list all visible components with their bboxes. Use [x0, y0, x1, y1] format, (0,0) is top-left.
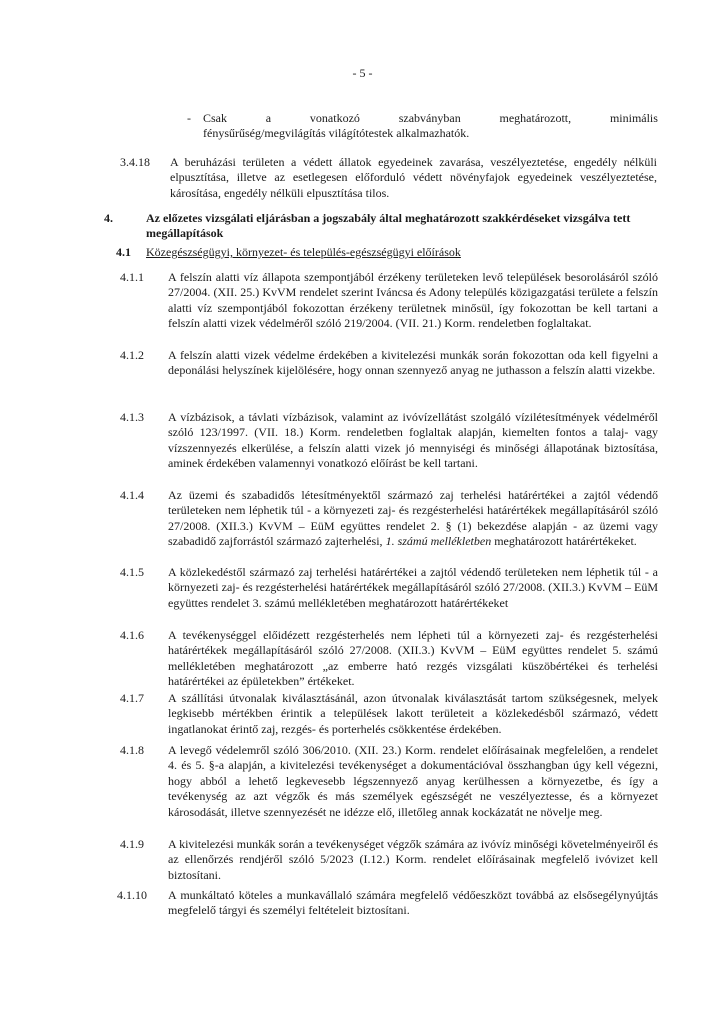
section-number: 4.	[104, 211, 113, 225]
item-number: 4.1.6	[120, 628, 144, 642]
item-number: 4.1.3	[120, 410, 144, 424]
item-text-italic: 1. számú mellékletben	[385, 534, 492, 549]
item-text: A szállítási útvonalak kiválasztásánál, azon útvonalak kiválasztását tartom szükségesnek, melyek legkisebb mértékben érintik a települések lakott területeit a közlekedésből származó, védett ingatlanokat érintő zaj, rezgés- és porterhelés csökkentése érdekében.	[168, 691, 658, 736]
item-number: 3.4.18	[120, 155, 150, 169]
subsection-title: Közegészségügyi, környezet- és település-egészségügyi előírások	[146, 245, 461, 259]
item-text: A vízbázisok, a távlati vízbázisok, valamint az ivóvízellátást szolgáló vízilétesítmények védelméről szóló 123/1997. (VII. 18.) Korm. rendeletben foglaltak alapján, kiemelten fontos a talaj- vagy vízszennyezés elkerülése, a felszín alatti vizek jó mennyiségi és minőségi állapotának biztosítása, aminek érdekében valamennyi vonatkozó előírást be kell tartani.	[168, 410, 658, 471]
bullet-marker: -	[187, 111, 191, 125]
item-text: A beruházási területen a védett állatok egyedeinek zavarása, veszélyeztetése, engedély nélküli elpusztítása, illetve az esetlegesen előforduló védett növényfajok egyedeinek veszélyeztetése, károsítása, engedély nélküli elpusztítása tilos.	[170, 155, 657, 200]
bullet-word: szabványban	[398, 111, 461, 125]
item-number: 4.1.7	[120, 691, 144, 705]
item-text: A tevékenységgel előidézett rezgésterhelés nem lépheti túl a környezeti zaj- és rezgésterhelési határértékek megállapításáról szóló 27/2008. (XII.3.) KvVM – EüM együttes rendelet 5. számú mellékletében meghatározott „az emberre ható rezgés vizsgálati küszöbértékei és terhelési határértékei az épületekben” értékeket.	[168, 628, 658, 689]
item-number: 4.1.1	[120, 270, 144, 284]
item-number: 4.1.4	[120, 488, 144, 502]
page-number: - 5 -	[352, 66, 373, 80]
bullet-line-1	[203, 111, 658, 126]
item-text-part: meghatározott határértékeket.	[491, 534, 637, 549]
item-text: A felszín alatti víz állapota szempontjából érzékeny területeken levő települések besorolásáról szóló 27/2004. (XII. 25.) KvVM rendelet szerint Iváncsa és Adony település közigazgatási területe a felszín alatti víz szempontjából fokozottan érzékeny területnek minősül, így fokozottan be kell tartani a felszín alatti vizek védelméről szóló 219/2004. (VII. 21.) Korm. rendeletben foglaltakat.	[168, 270, 658, 331]
item-number: 4.1.8	[120, 743, 144, 757]
item-text: A munkáltató köteles a munkavállaló számára megfelelő védőeszközt továbbá az elsősegélynyújtás megfelelő tárgyi és személyi feltételeit biztosítani.	[168, 888, 658, 918]
bullet-word: minimális	[609, 111, 658, 125]
section-title: Az előzetes vizsgálati eljárásban a jogszabály által meghatározott szakkérdéseket vizsgálva tett megállapítások	[146, 211, 631, 241]
bullet-word: meghatározott,	[499, 111, 572, 125]
bullet-line-2: fénysűrűség/megvilágítás világítótestek alkalmazhatók.	[203, 126, 470, 140]
bullet-word: vonatkozó	[309, 111, 360, 125]
subsection-number: 4.1	[116, 245, 131, 259]
item-text-part: Az üzemi és szabadidős létesítményektől származó zaj terhelési határértékei a zajtól védendő területeken nem léphetik túl - a környezeti zaj- és rezgésterhelési határértékek megállapításáról szóló 27/2008. (XII.3.) KvVM – EüM együttes rendelet 2. § (1) bekezdése alapján - az üzemi vagy szabadidő zajforrástól származó zajterhelési,	[168, 488, 658, 549]
item-text	[168, 488, 658, 550]
item-text: A levegő védelemről szóló 306/2010. (XII. 23.) Korm. rendelet előírásainak megfelelően, a rendelet 4. és 5. §-a alapján, a kivitelezési tevékenységet a dokumentációval összhangban úgy kell végezni, hogy abból a lehető legkevesebb légszennyező anyag kerülhessen a környezetbe, és így a tevékenység az azt végzők és más személyek egészségét ne veszélyeztesse, és a környezet károsodását, illetve szennyezését ne idézze elő, illetőleg annak kockázatát ne növelje meg.	[168, 743, 658, 819]
item-text: A közlekedéstől származó zaj terhelési határértékei a zajtól védendő területeken nem léphetik túl - a környezeti zaj- és rezgésterhelési határértékek megállapításáról szóló 27/2008. (XII.3.) KvVM – EüM együttes rendelet 3. számú mellékletében meghatározott határértékeket	[168, 565, 658, 610]
item-number: 4.1.10	[117, 888, 147, 902]
item-number: 4.1.2	[120, 348, 144, 362]
bullet-word: Csak	[203, 111, 227, 125]
item-text: A felszín alatti vizek védelme érdekében a kivitelezési munkák során fokozottan oda kell figyelni a deponálási helyszínek kijelölésére, hogy onnan szennyező anyag ne juthasson a felszín alatti vizekbe.	[168, 348, 658, 378]
item-number: 4.1.5	[120, 565, 144, 579]
bullet-word: a	[265, 111, 272, 125]
item-number: 4.1.9	[120, 837, 144, 851]
item-text: A kivitelezési munkák során a tevékenységet végzők számára az ivóvíz minőségi követelményeiről és az ellenőrzés rendjéről szóló 5/2023 (I.12.) Korm. rendelet előírásainak megfelelő ivóvizet kell biztosítani.	[168, 837, 658, 882]
